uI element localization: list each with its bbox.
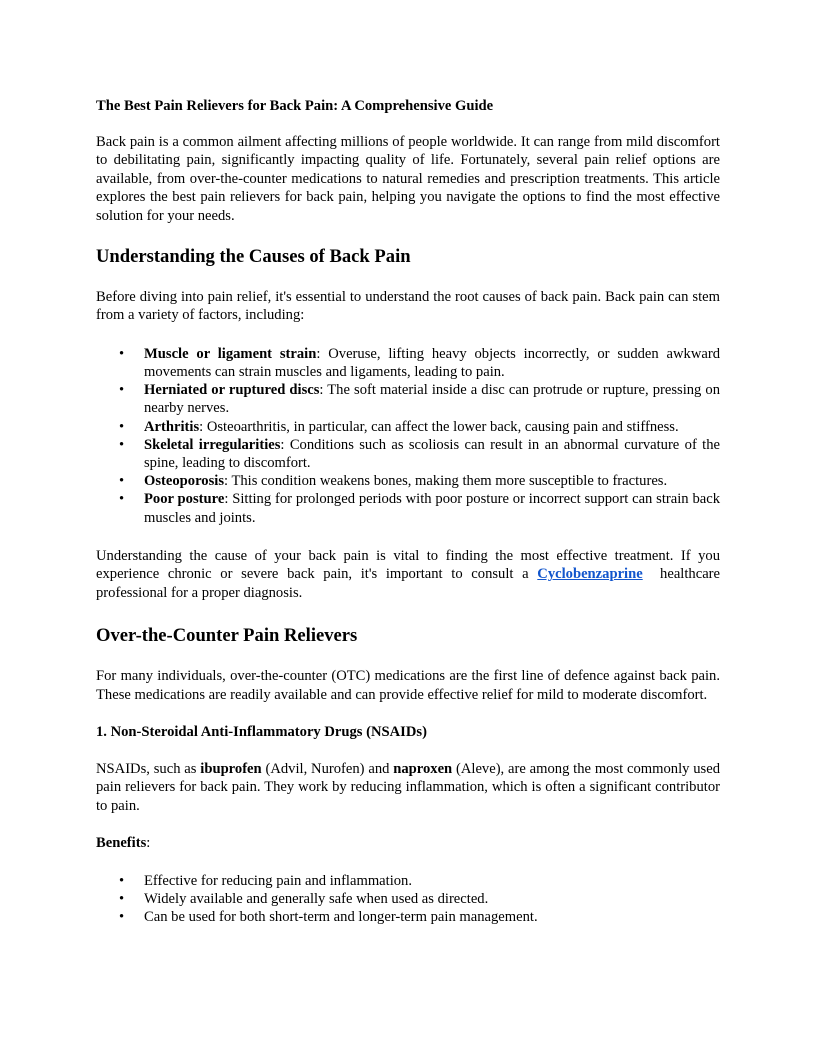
list-item [119, 418, 720, 436]
list-item-text: : Osteoarthritis, in particular, can affect the lower back, causing pain and stiffness. [199, 418, 679, 435]
list-item [119, 436, 720, 472]
bullet-icon: • [119, 890, 125, 907]
nsaids-text-1: NSAIDs, such as [96, 760, 201, 777]
intro-paragraph: Back pain is a common ailment affecting millions of people worldwide. It can range from mild discomfort to debilitating pain, significantly impacting quality of life. Fortunately, several pain relief options are available, from over-the-counter medications to natural remedies and prescription treatments. This article explores the best pain relievers for back pain, helping you navigate the options to find the most effective solution for your needs. [96, 134, 720, 224]
list-item-term: Poor posture [144, 491, 225, 508]
list-item [119, 890, 720, 908]
list-item [119, 872, 720, 890]
benefit-text: Can be used for both short-term and longer-term pain management. [144, 908, 538, 925]
benefits-label-paragraph [96, 834, 720, 852]
heading-causes: Understanding the Causes of Back Pain [96, 246, 411, 268]
causes-conclusion-paragraph [96, 547, 724, 602]
bullet-icon: • [119, 908, 125, 925]
cyclobenzaprine-link[interactable]: Cyclobenzaprine [537, 566, 643, 583]
list-item [119, 490, 720, 526]
list-item [119, 381, 720, 417]
list-item-term: Osteoporosis [144, 473, 225, 490]
drug-ibuprofen: ibuprofen [200, 760, 262, 777]
list-item-term: Skeletal irregularities [144, 436, 281, 453]
list-item [119, 908, 720, 926]
nsaids-text-2: (Advil, Nurofen) and [261, 760, 394, 777]
benefit-text: Effective for reducing pain and inflammation. [144, 872, 412, 889]
nsaids-text-3: (Aleve), are among the most commonly used pain relievers for back pain. They work by reducing inflammation, which is often a significant contributor to pain. [96, 760, 721, 814]
list-item-text: : Conditions such as scoliosis can result in an abnormal curvature of the spine, leading to discomfort. [144, 436, 720, 472]
list-item [119, 345, 720, 381]
list-item-text: : The soft material inside a disc can protrude or rupture, pressing on nearby nerves. [144, 382, 720, 417]
bullet-icon: • [119, 473, 125, 490]
list-item-text: : This condition weakens bones, making them more susceptible to fractures. [224, 473, 668, 490]
benefits-list [119, 872, 720, 927]
benefits-colon: : [146, 835, 151, 852]
bullet-icon: • [119, 418, 125, 435]
conclusion-text-after: healthcare professional for a proper diagnosis. [96, 566, 724, 601]
drug-naproxen: naproxen [393, 760, 453, 777]
bullet-icon: • [119, 382, 125, 399]
list-item [119, 472, 720, 490]
conclusion-text-before: Understanding the cause of your back pain is vital to finding the most effective treatment. If you experience chronic or severe back pain, it's important to consult a [96, 547, 720, 583]
list-item-term: Arthritis [144, 418, 200, 435]
bullet-icon: • [119, 491, 125, 508]
list-item-term: Muscle or ligament strain [144, 345, 317, 362]
bullet-icon: • [119, 872, 125, 889]
nsaids-paragraph [96, 760, 720, 815]
causes-list [119, 345, 720, 527]
list-item-term: Herniated or ruptured discs [144, 382, 320, 399]
heading-otc: Over-the-Counter Pain Relievers [96, 625, 358, 647]
bullet-icon: • [119, 345, 125, 362]
benefits-label: Benefits [96, 835, 147, 852]
list-item-text: : Sitting for prolonged periods with poor posture or incorrect support can strain back muscles and joints. [144, 491, 720, 526]
list-item-text: : Overuse, lifting heavy objects incorrectly, or sudden awkward movements can strain muscles and ligaments, leading to pain. [144, 345, 720, 381]
bullet-icon: • [119, 436, 125, 453]
causes-intro-paragraph: Before diving into pain relief, it's essential to understand the root causes of back pain. Back pain can stem from a variety of factors, including: [96, 289, 720, 324]
heading-nsaids: 1. Non-Steroidal Anti-Inflammatory Drugs (NSAIDs) [96, 723, 427, 740]
document-title: The Best Pain Relievers for Back Pain: A Comprehensive Guide [96, 98, 494, 114]
benefit-text: Widely available and generally safe when used as directed. [144, 890, 489, 907]
otc-intro-paragraph: For many individuals, over-the-counter (OTC) medications are the first line of defence against back pain. These medications are readily available and can provide effective relief for mild to moderate discomfort. [96, 668, 720, 703]
